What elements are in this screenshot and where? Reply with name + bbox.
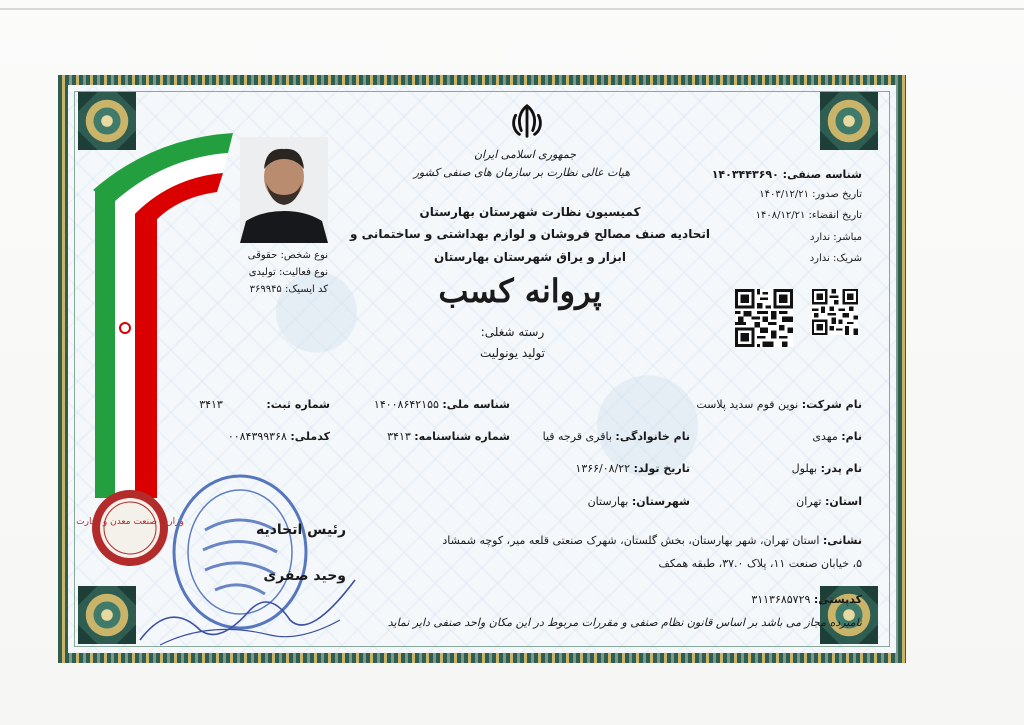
reg-no-field <box>190 398 330 411</box>
partner-info: شریک: ندارد <box>809 253 862 264</box>
family-label: نام خانوادگی: <box>615 430 690 443</box>
father-label: نام پدر: <box>820 462 862 475</box>
council-text: هیات عالی نظارت بر سازمان های صنفی کشور <box>413 166 630 179</box>
province-field <box>740 495 862 508</box>
national-id-field <box>340 398 510 411</box>
name-label: نام: <box>841 430 862 443</box>
national-code-field <box>188 430 330 443</box>
company-label: نام شرکت: <box>801 398 862 411</box>
birth-value: ۱۳۶۶/۰۸/۲۲ <box>575 462 631 475</box>
id-no-value: ۳۴۱۳ <box>387 430 411 443</box>
father-field <box>740 462 862 475</box>
corner-ornament-icon <box>78 586 136 644</box>
page-title: پروانه کسب <box>438 272 602 310</box>
reg-no-label: شماره ثبت: <box>266 398 330 411</box>
commission-text: کمیسیون نظارت شهرستان بهارستان <box>419 205 641 219</box>
address-field <box>400 534 862 547</box>
address-line-2: ۵، خیابان صنعت ۱۱، پلاک ۳۷.۰، طبقه همکف <box>658 557 862 570</box>
issue-date: تاریخ صدور: ۱۴۰۳/۱۲/۲۱ <box>759 189 862 200</box>
province-label: استان: <box>825 495 862 508</box>
city-value: بهارستان <box>587 495 629 508</box>
footer-note: نامبرده مجاز می باشد بر اساس قانون نظام صنفی و مقررات مربوط در این مکان واحد صنفی دایر نماید <box>387 616 862 629</box>
corner-ornament-icon <box>820 92 878 150</box>
address-label: نشانی: <box>822 534 862 547</box>
iran-emblem-icon <box>508 102 546 140</box>
national-code-value: ۰۰۸۴۳۹۹۳۶۸ <box>227 430 287 443</box>
postal-value: ۳۱۱۳۶۸۵۷۲۹ <box>751 593 811 606</box>
province-value: تهران <box>796 495 822 508</box>
person-type: نوع شخص: حقوقی <box>247 250 328 261</box>
birth-field <box>540 462 690 475</box>
signature-icon <box>130 560 360 650</box>
expiry-date: تاریخ انقضاء: ۱۴۰۸/۱۲/۲۱ <box>755 210 862 221</box>
address-line-1: استان تهران، شهر بهارستان، بخش گلستان، شهرک صنعتی قلعه میر، کوچه شمشاد <box>442 534 820 547</box>
father-value: بهلول <box>791 462 818 475</box>
seal-text: وزارت صنعت معدن و تجارت <box>76 517 184 527</box>
activity-type: نوع فعالیت: تولیدی <box>248 267 328 278</box>
signatory-name: وحید صفری <box>263 568 346 584</box>
iran-flag-ribbon <box>93 128 233 503</box>
national-code-label: کدملی: <box>290 430 330 443</box>
isic-code: کد ایسیک: ۳۶۹۹۴۵ <box>249 284 328 295</box>
guild-id: شناسه صنفی: ۱۴۰۳۴۴۳۶۹۰ <box>711 168 862 181</box>
scan-edge-line <box>0 8 1024 10</box>
national-id-label: شناسه ملی: <box>442 398 510 411</box>
union-line-1: اتحادیه صنف مصالح فروشان و لوازم بهداشتی و ساختمانی و <box>350 227 710 241</box>
birth-label: تاریخ تولد: <box>633 462 690 475</box>
category-value: تولید یونولیت <box>479 346 546 360</box>
reg-no-value: ۳۴۱۳ <box>199 398 223 411</box>
postal-field <box>640 593 862 606</box>
qr-code-icon <box>735 289 793 347</box>
national-id-value: ۱۴۰۰۸۶۴۲۱۵۵ <box>373 398 439 411</box>
republic-text: جمهوری اسلامی ایران <box>473 148 577 161</box>
category-label: رسته شغلی: <box>480 325 545 339</box>
name-field <box>760 430 862 443</box>
company-field <box>600 398 862 411</box>
owner-photo <box>240 137 328 243</box>
ministry-seal-icon <box>76 488 184 568</box>
union-line-2: ابزار و یراق شهرستان بهارستان <box>433 250 626 264</box>
company-value: نوین فوم سدید پلاست <box>696 398 799 411</box>
qr-code-icon <box>812 289 858 335</box>
family-field <box>520 430 690 443</box>
id-no-label: شماره شناسنامه: <box>414 430 510 443</box>
family-value: باقری قرجه قیا <box>542 430 612 443</box>
city-label: شهرستان: <box>631 495 690 508</box>
postal-label: کدپستی: <box>813 593 862 606</box>
id-no-field <box>370 430 510 443</box>
name-value: مهدی <box>812 430 838 443</box>
city-field <box>560 495 690 508</box>
signatory-role: رئیس اتحادیه <box>255 522 346 538</box>
direct-info: مباشر: ندارد <box>810 232 862 243</box>
